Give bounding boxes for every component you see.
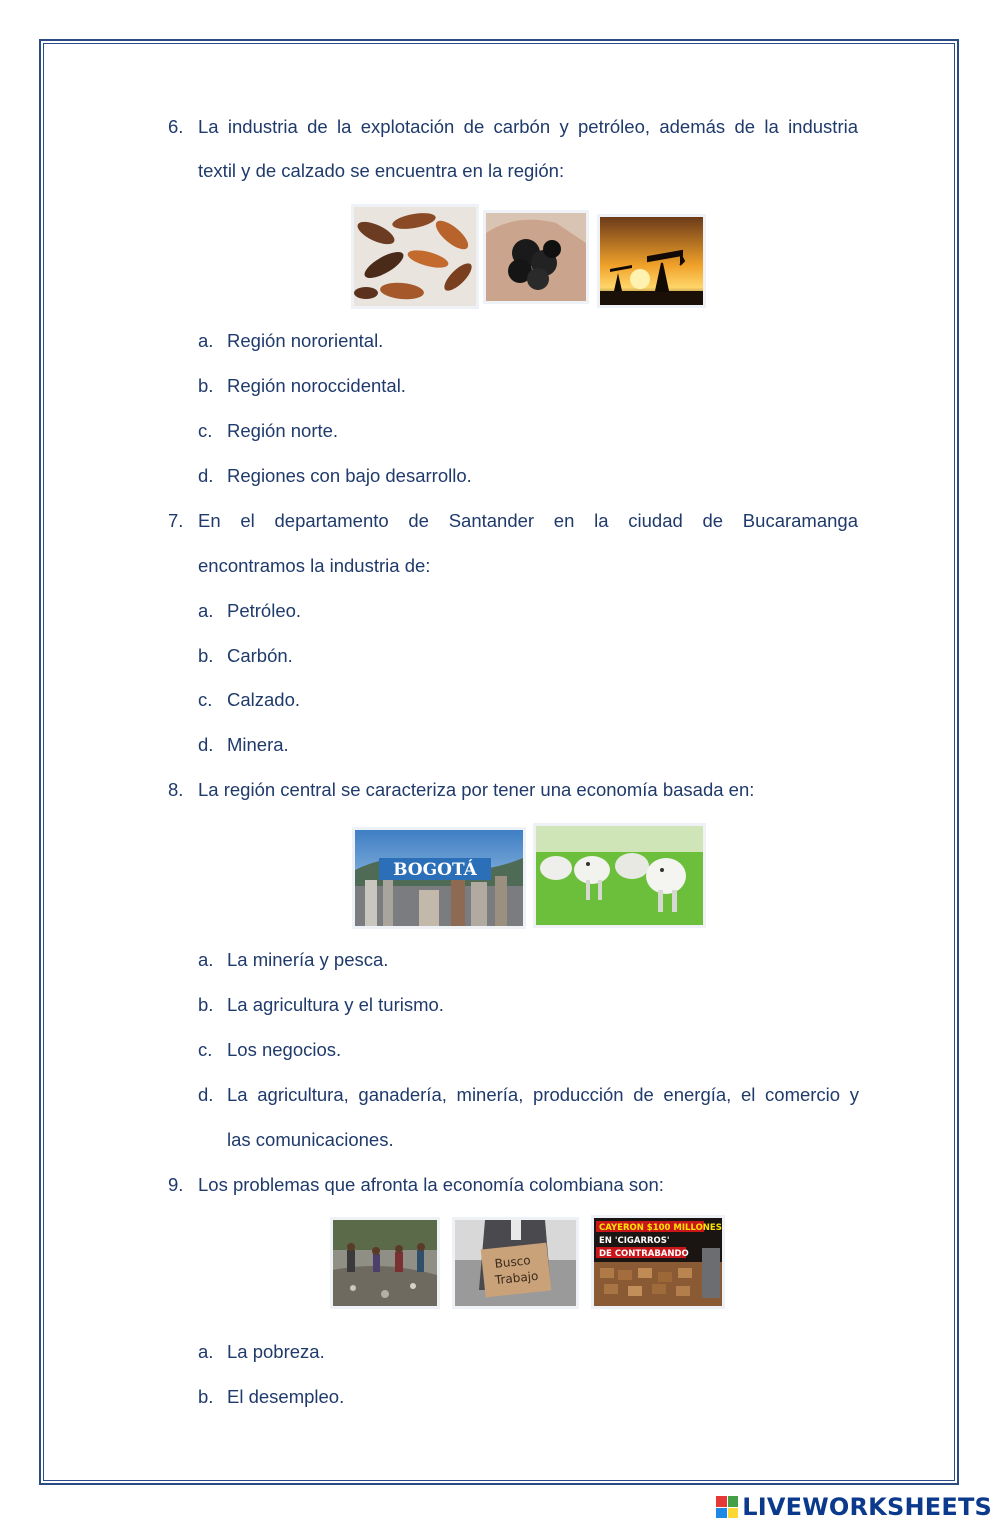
liveworksheets-wordmark: LIVEWORKSHEETS <box>742 1493 992 1521</box>
question-text-line-2: encontramos la industria de: <box>198 555 431 576</box>
option-text: La agricultura y el turismo. <box>227 994 444 1015</box>
sign-line-1: Busco <box>493 1253 532 1271</box>
shoes-photo <box>354 207 476 306</box>
option-text: Región nororiental. <box>227 330 384 351</box>
option-letter: d. <box>198 734 214 755</box>
coal-photo <box>486 213 586 301</box>
option-letter: c. <box>198 420 213 441</box>
option-letter: a. <box>198 330 214 351</box>
cattle-photo <box>536 826 703 925</box>
option-letter: c. <box>198 689 213 710</box>
option-text: Calzado. <box>227 689 301 710</box>
option-text: La agricultura, ganadería, minería, producción de energía, el comercio y <box>227 1084 859 1105</box>
option-letter: a. <box>198 600 214 621</box>
question-number: 6. <box>168 116 184 137</box>
option-text: Carbón. <box>227 645 293 666</box>
liveworksheets-logo-icon <box>716 1496 738 1518</box>
option-text-line-2: las comunicaciones. <box>227 1129 394 1150</box>
headline-line-3: DE CONTRABANDO <box>599 1249 689 1259</box>
question-text-line-2: textil y de calzado se encuentra en la región: <box>198 160 565 181</box>
option-text: Región norte. <box>227 420 339 441</box>
headline-line-2: EN 'CIGARROS' <box>599 1236 670 1246</box>
option-letter: b. <box>198 994 214 1015</box>
option-text: Los negocios. <box>227 1039 342 1060</box>
oil-pump-photo <box>600 217 703 305</box>
headline-line-1: CAYERON $100 MILLONES <box>599 1223 722 1233</box>
option-letter: b. <box>198 645 214 666</box>
question-text-line-1: Los problemas que afronta la economía colombiana son: <box>198 1174 664 1195</box>
option-letter: b. <box>198 375 214 396</box>
option-letter: d. <box>198 1084 214 1105</box>
option-letter: a. <box>198 1341 214 1362</box>
question-number: 9. <box>168 1174 184 1195</box>
option-text: La minería y pesca. <box>227 949 389 970</box>
option-letter: c. <box>198 1039 213 1060</box>
option-letter: b. <box>198 1386 214 1407</box>
option-text: La pobreza. <box>227 1341 325 1362</box>
liveworksheets-brand <box>716 1492 992 1522</box>
option-letter: d. <box>198 465 214 486</box>
question-text-line-1: La región central se caracteriza por tener una economía basada en: <box>198 779 755 800</box>
option-text: Minera. <box>227 734 289 755</box>
bogota-label: BOGOTÁ <box>393 860 477 880</box>
option-text: El desempleo. <box>227 1386 345 1407</box>
poverty-photo <box>333 1220 437 1306</box>
option-text: Región noroccidental. <box>227 375 406 396</box>
option-letter: a. <box>198 949 214 970</box>
question-text-line-1: La industria de la explotación de carbón y petróleo, además de la industria <box>198 116 858 137</box>
option-text: Regiones con bajo desarrollo. <box>227 465 472 486</box>
sign-line-2: Trabajo <box>494 1268 539 1288</box>
bogota-city-photo <box>355 830 523 926</box>
option-text: Petróleo. <box>227 600 302 621</box>
question-number: 8. <box>168 779 184 800</box>
question-number: 7. <box>168 510 184 531</box>
unemployment-photo <box>455 1220 576 1306</box>
question-text-line-1: En el departamento de Santander en la ciudad de Bucaramanga <box>198 510 858 531</box>
contraband-photo <box>594 1218 722 1306</box>
